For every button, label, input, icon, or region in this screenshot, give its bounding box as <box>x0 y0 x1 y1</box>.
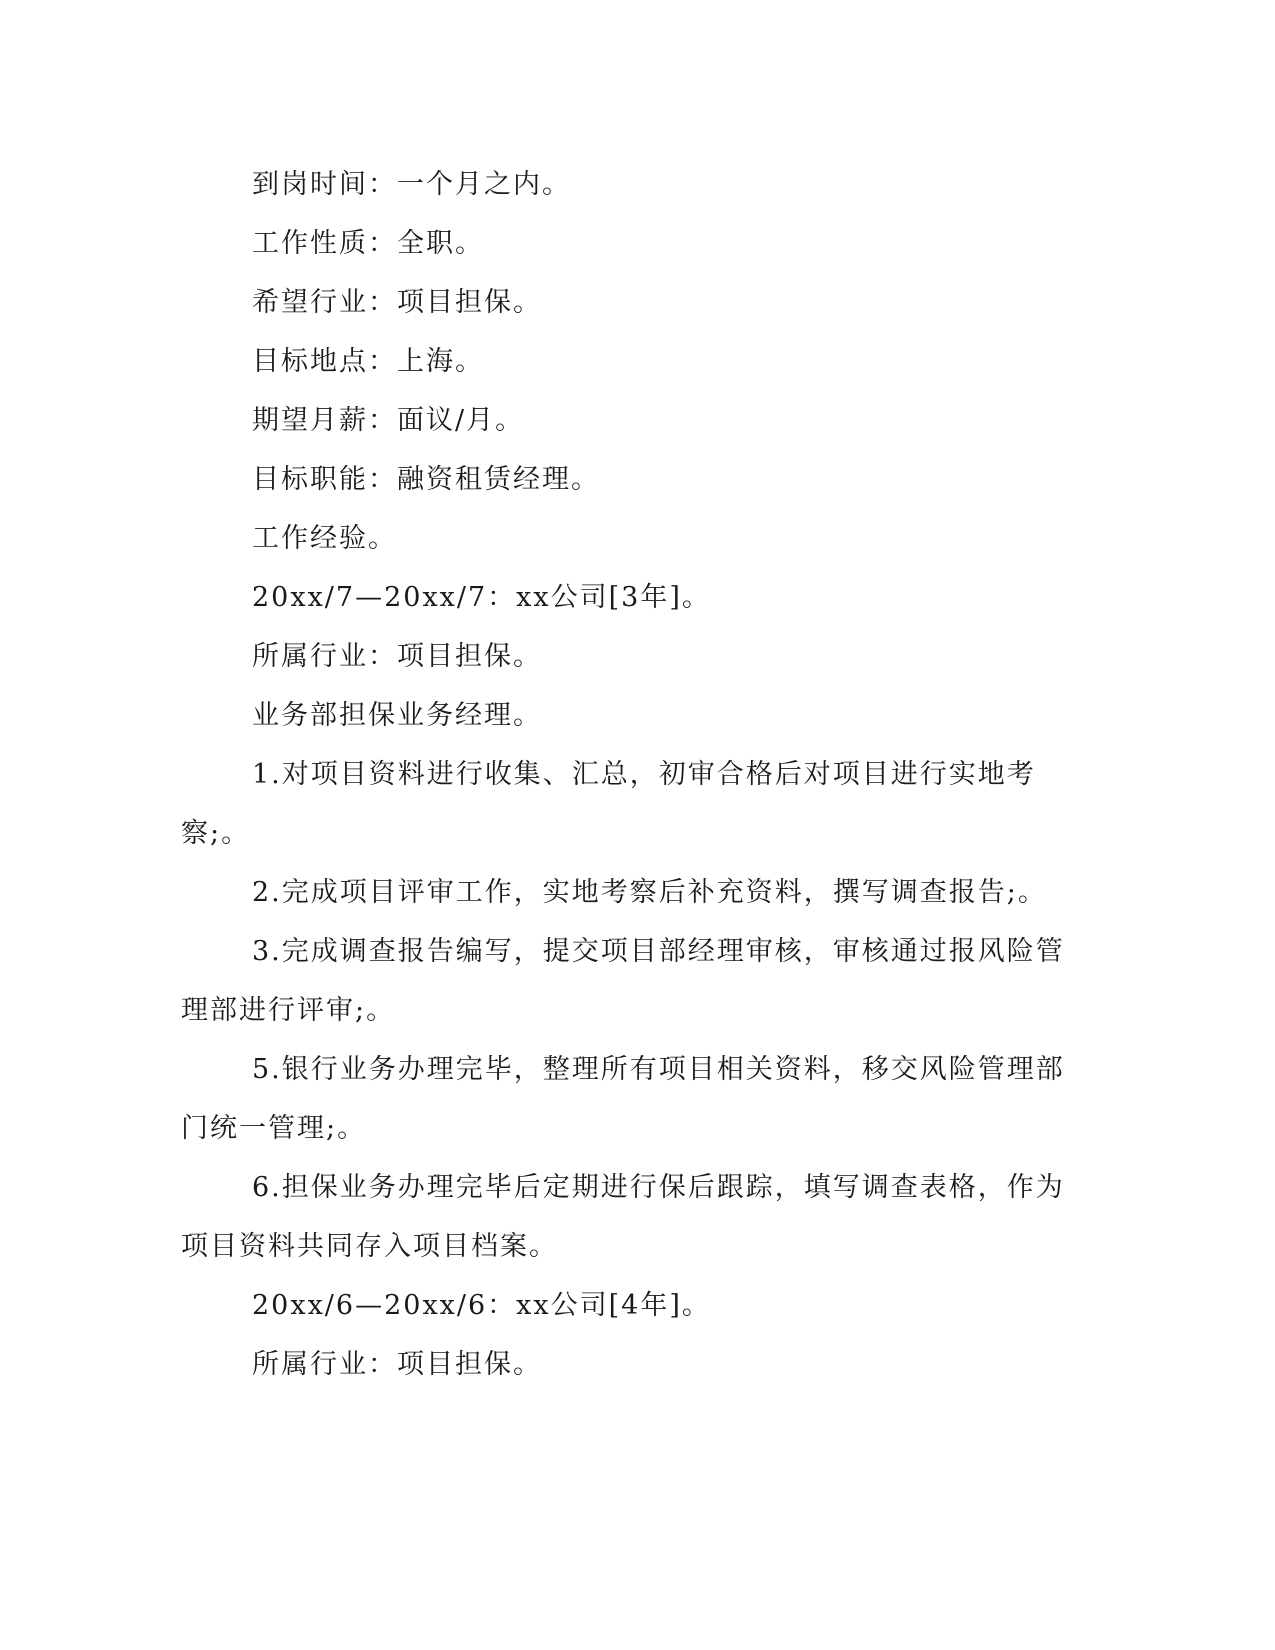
paragraph-arrival-time: 到岗时间：一个月之内。 <box>252 169 571 200</box>
paragraph-target-location: 目标地点：上海。 <box>252 346 484 377</box>
paragraph-job-type: 工作性质：全职。 <box>252 228 484 259</box>
job-1-duty-6: 6.担保业务办理完毕后定期进行保后跟踪，填写调查表格，作为项目资料共同存入项目档案。 <box>181 1172 1065 1262</box>
section-heading-work-experience: 工作经验。 <box>252 523 397 554</box>
job-period-2: 20xx/6—20xx/6：xx公司[4年]。 <box>252 1290 711 1321</box>
job-1-industry: 所属行业：项目担保。 <box>252 641 542 672</box>
paragraph-expected-salary: 期望月薪：面议/月。 <box>252 405 525 436</box>
paragraph-desired-industry: 希望行业：项目担保。 <box>252 287 542 318</box>
job-1-duty-3: 3.完成调查报告编写，提交项目部经理审核，审核通过报风险管理部进行评审;。 <box>181 936 1065 1026</box>
paragraph-target-function: 目标职能：融资租赁经理。 <box>252 464 600 495</box>
job-1-duty-5: 5.银行业务办理完毕，整理所有项目相关资料，移交风险管理部门统一管理;。 <box>181 1054 1065 1144</box>
job-1-duty-2: 2.完成项目评审工作，实地考察后补充资料，撰写调查报告;。 <box>252 877 1047 908</box>
job-1-title: 业务部担保业务经理。 <box>252 700 542 731</box>
job-1-duty-1: 1.对项目资料进行收集、汇总，初审合格后对项目进行实地考察;。 <box>181 759 1036 849</box>
job-period-1: 20xx/7—20xx/7：xx公司[3年]。 <box>252 582 711 613</box>
job-2-industry: 所属行业：项目担保。 <box>252 1349 542 1380</box>
document-body <box>181 155 1071 1394</box>
